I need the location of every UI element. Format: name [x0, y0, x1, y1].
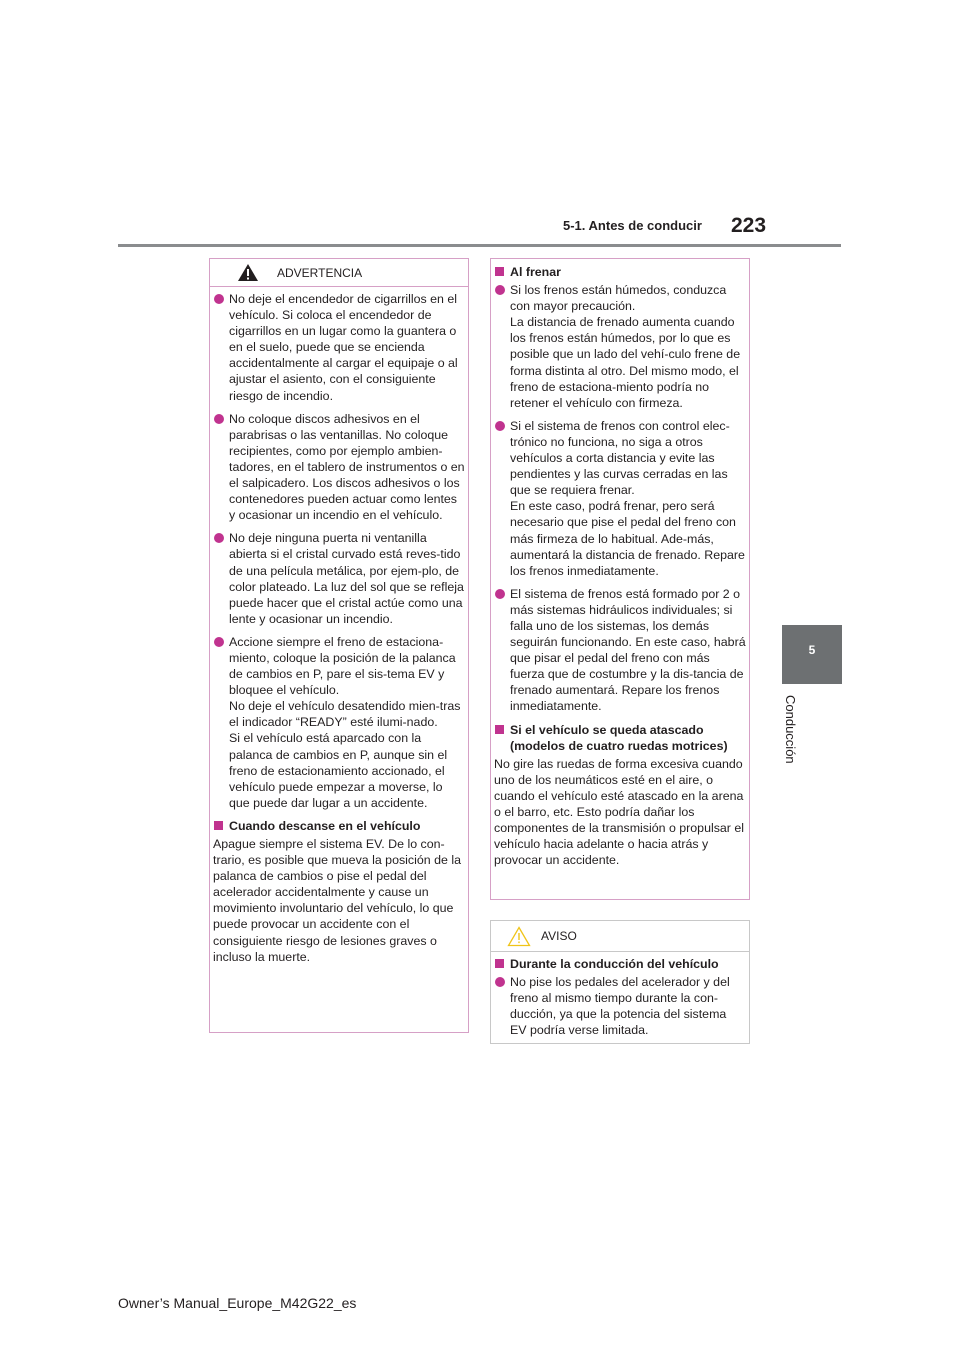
- list-item-text: No deje el vehículo desatendido mien-tras el indicador “READY” esté ilumi-nado.: [229, 699, 461, 730]
- notice-box-header: [491, 921, 749, 952]
- braking-content: [491, 259, 749, 868]
- warning-box: [209, 258, 469, 1033]
- warning-box-header: [210, 259, 468, 287]
- list-item: [213, 634, 465, 811]
- subsection-heading: [494, 956, 746, 972]
- warning-triangle-icon: [237, 263, 259, 282]
- bullet-icon: [495, 285, 505, 295]
- footer-text: Owner’s Manual_Europe_M42G22_es: [118, 1295, 357, 1311]
- bullet-icon: [214, 637, 224, 647]
- subsection-heading: [494, 264, 746, 280]
- chapter-label-text: Conducción: [783, 695, 798, 764]
- list-item-text: No pise los pedales del acelerador y del freno al mismo tiempo durante la con-ducción, ya que la potencia del sistema EV podría verse limitada.: [510, 975, 730, 1038]
- square-bullet-icon: [495, 959, 504, 968]
- bullet-icon: [495, 589, 505, 599]
- caution-triangle-icon: [507, 926, 531, 947]
- square-bullet-icon: [495, 267, 504, 276]
- list-item-text: Accione siempre el freno de estaciona-miento, coloque la posición de la palanca de cambios en P, pare el sis-tema EV y bloquee el vehículo.: [229, 634, 456, 698]
- list-item: [213, 291, 465, 404]
- bullet-icon: [495, 977, 505, 987]
- square-bullet-icon: [495, 725, 504, 734]
- list-item-text: En este caso, podrá frenar, pero será necesario que pise el pedal del freno con más firmeza de lo habitual. Ade-más, aumentará la distancia de frenado. Repare los frenos inmediatamente.: [510, 499, 745, 578]
- list-item-text: La distancia de frenado aumenta cuando los frenos están húmedos, por lo que es posible que un lado del vehí-culo frene de forma distinta al otro. Del mismo modo, el freno de estaciona-miento podría no retener el vehículo con firmeza.: [510, 315, 741, 410]
- list-item: [494, 282, 746, 411]
- bullet-icon: [214, 294, 224, 304]
- list-item-text: No deje ninguna puerta ni ventanilla abierta si el cristal curvado está reves-tido de una película metálica, por ejem-plo, de color plateado. La luz del sol que se refleja puede hacer que el cristal actúe como una lente y ocasionar un incendio.: [229, 531, 464, 626]
- notice-content: [491, 952, 749, 1038]
- braking-box: [490, 258, 750, 900]
- subsection-heading: [494, 722, 746, 754]
- bullet-icon: [214, 414, 224, 424]
- header-divider: [118, 244, 841, 247]
- list-item-text: No deje el encendedor de cigarrillos en el vehículo. Si coloca el encendedor de cigarrillos en un lugar como la guantera o en el suelo, puede que se encienda accidentalmente al cargar el equipaje o al ajustar el asiento, con el consiguiente riesgo de incendio.: [229, 292, 458, 403]
- square-bullet-icon: [214, 821, 223, 830]
- notice-title: AVISO: [541, 929, 577, 943]
- list-item: [213, 530, 465, 627]
- paragraph: Apague siempre el sistema EV. De lo con-trario, es posible que mueva la posición de la palanca de cambios o pise el pedal del acelerador accidentalmente y cause un movimiento involuntario del vehículo, lo que puede provocar un accidente con el consiguiente riesgo de lesiones graves o incluso la muerte.: [213, 837, 461, 964]
- section-title: 5-1. Antes de conducir: [563, 218, 702, 233]
- subsection-heading-text: Durante la conducción del vehículo: [510, 957, 719, 971]
- page-number: 223: [731, 214, 767, 237]
- list-item: [494, 974, 746, 1038]
- chapter-tab: [782, 625, 842, 684]
- bullet-icon: [495, 421, 505, 431]
- list-item-text: No coloque discos adhesivos en el parabrisas o las ventanillas. No coloque recipientes, como por ejemplo ambien-tadores, en el tablero de instrumentos o en el salpicadero. Los discos adhesivos o los contenedores pueden actuar como lentes y ocasionar un incendio en el vehículo.: [229, 411, 465, 523]
- list-item-text: Si el vehículo está aparcado con la palanca de cambios en P, aunque sin el freno de estacionamiento accionado, el vehículo puede empezar a moverse, lo que puede dar lugar a un accidente.: [229, 731, 448, 810]
- chapter-label: [783, 695, 800, 770]
- list-item-text: Si el sistema de frenos con control elec-trónico no funciona, no siga a otros vehículos a corta distancia y evite las pendientes y las curvas cerradas en las que se requiera frenar.: [510, 418, 730, 498]
- list-item-text: El sistema de frenos está formado por 2 o más sistemas hidráulicos individuales; si falla uno de los sistemas, los demás seguirán funcionando. En este caso, habrá que pisar el pedal del freno con más fuerza que de costumbre y la dis-tancia de frenado aumentará. Repare los frenos inmediatamente.: [510, 586, 746, 714]
- subsection-heading-text: Al frenar: [510, 265, 561, 279]
- warning-content: [210, 287, 468, 965]
- list-item: [494, 418, 746, 579]
- paragraph: No gire las ruedas de forma excesiva cuando uno de los neumáticos esté en el aire, o cuando el vehículo esté atascado en la arena o el barro, etc. Esto podría dañar los componentes de la transmisión o propulsar el vehículo hacia adelante o hacia atrás y provocar un accidente.: [494, 756, 745, 868]
- list-item-text: Si los frenos están húmedos, conduzca con mayor precaución.: [510, 283, 727, 314]
- subsection-heading-text: Si el vehículo se queda atascado (modelos de cuatro ruedas motrices): [510, 722, 728, 753]
- bullet-icon: [214, 533, 224, 543]
- warning-title: ADVERTENCIA: [277, 266, 363, 280]
- list-item: [494, 586, 746, 715]
- subsection-heading-text: Cuando descanse en el vehículo: [229, 818, 421, 833]
- subsection-heading: [213, 818, 465, 834]
- notice-box: [490, 920, 750, 1044]
- list-item: [213, 411, 465, 524]
- chapter-number: 5: [808, 643, 816, 657]
